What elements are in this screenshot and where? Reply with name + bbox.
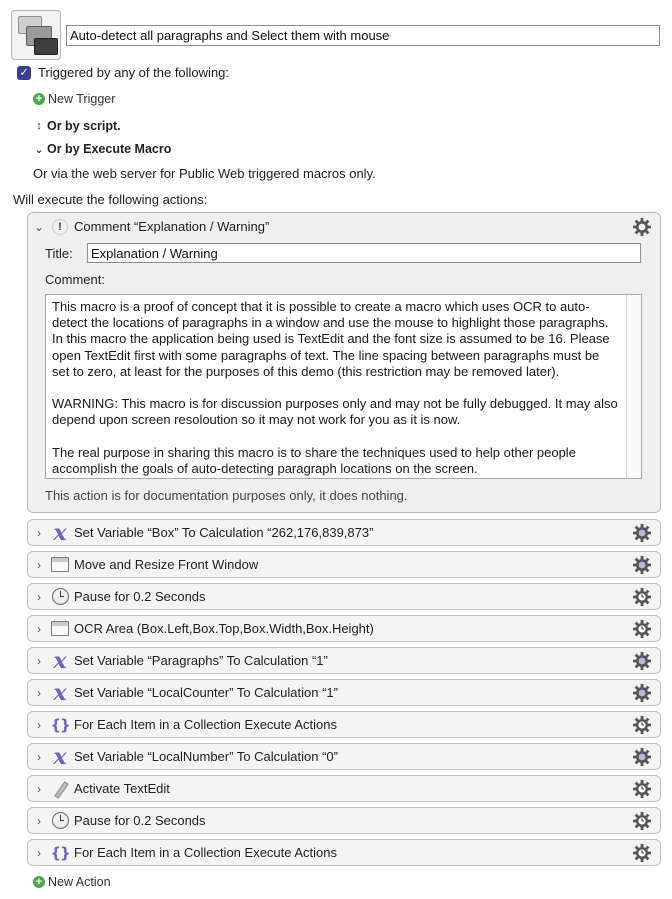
title-label: Title: — [45, 246, 73, 261]
comment-text: This macro is a proof of concept that it is possible to create a macro which uses OCR to auto-detect the locations of paragraphs in a window and use the mouse to highlight those paragraphs. In this macro the application being used is TextEdit and the font size is assumed to be 16. Please open TextEdit first with some paragraphs of text. The line spacing between paragraphs must be set to zero, at least for the purposes of this demo (this restriction may be removed later). WARNING: This macro is for discussion purposes only and may not be fully debugged. It may also depend upon screen resoloution so it may not work for you as it is now. The real purpose in sharing this macro is to share the techniques used to help other people accomplish the goals of auto-detecting paragraph locations on the screen. — [52, 299, 618, 477]
updown-chevron-icon: ↕ — [36, 120, 42, 132]
macro-icon[interactable] — [11, 10, 61, 60]
comment-label: Comment: — [45, 272, 105, 287]
add-icon: + — [33, 93, 45, 105]
action-title: Activate TextEdit — [74, 781, 170, 796]
gear-clock-icon[interactable] — [632, 843, 652, 863]
window-icon — [50, 619, 70, 639]
chevron-right-icon[interactable]: › — [37, 653, 41, 668]
triggers-label: Triggered by any of the following: — [38, 65, 230, 80]
action-row[interactable] — [27, 711, 661, 738]
actions-header: Will execute the following actions: — [13, 192, 208, 207]
action-title: For Each Item in a Collection Execute Actions — [74, 845, 338, 860]
add-icon: + — [33, 876, 45, 888]
action-row[interactable] — [27, 679, 661, 706]
variable-x-icon: x — [53, 679, 67, 706]
web-server-note: Or via the web server for Public Web triggered macros only. — [33, 166, 376, 181]
variable-x-icon: x — [53, 519, 67, 546]
action-title: Set Variable “LocalNumber” To Calculation “0” — [74, 749, 338, 764]
chevron-right-icon[interactable]: › — [37, 589, 41, 604]
action-title: Set Variable “LocalCounter” To Calculation “1” — [74, 685, 338, 700]
clock-icon — [50, 587, 70, 607]
action-row[interactable] — [27, 583, 661, 610]
chevron-down-icon[interactable]: ⌄ — [33, 219, 45, 234]
window-icon — [50, 555, 70, 575]
action-title: For Each Item in a Collection Execute Actions — [74, 717, 338, 732]
pen-icon — [50, 779, 70, 799]
new-action-label: New Action — [48, 875, 111, 889]
chevron-down-icon: ⌄ — [34, 143, 44, 156]
triggers-checkbox[interactable]: ✓ — [17, 66, 31, 80]
chevron-right-icon[interactable]: › — [37, 621, 41, 636]
comment-excl-icon: ! — [50, 217, 70, 237]
action-row[interactable] — [27, 615, 661, 642]
gear-clock-icon[interactable] — [632, 779, 652, 799]
gear-clock-icon[interactable] — [632, 587, 652, 607]
gear-icon[interactable] — [632, 523, 652, 543]
gear-icon[interactable] — [632, 683, 652, 703]
gear-icon[interactable] — [632, 555, 652, 575]
gear-clock-icon[interactable] — [632, 715, 652, 735]
comment-scrollbar[interactable] — [626, 295, 641, 478]
chevron-right-icon[interactable]: › — [37, 749, 41, 764]
or-by-script-toggle[interactable] — [33, 119, 121, 133]
or-by-script-label: Or by script. — [47, 119, 121, 133]
chevron-right-icon[interactable]: › — [37, 813, 41, 828]
action-row[interactable] — [27, 743, 661, 770]
action-title: Move and Resize Front Window — [74, 557, 259, 572]
chevron-right-icon[interactable]: › — [37, 557, 41, 572]
action-row[interactable] — [27, 647, 661, 674]
action-title: Set Variable “Paragraphs” To Calculation “1” — [74, 653, 328, 668]
action-row[interactable] — [27, 839, 661, 866]
comment-title-input[interactable]: Explanation / Warning — [87, 243, 641, 263]
gear-icon[interactable] — [632, 217, 652, 237]
macro-name-field[interactable]: Auto-detect all paragraphs and Select them with mouse — [66, 25, 660, 46]
chevron-right-icon[interactable]: › — [37, 781, 41, 796]
clock-icon — [50, 811, 70, 831]
chevron-right-icon[interactable]: › — [37, 685, 41, 700]
action-row[interactable] — [27, 807, 661, 834]
action-title: Pause for 0.2 Seconds — [74, 813, 206, 828]
chevron-right-icon[interactable]: › — [37, 845, 41, 860]
variable-x-icon: x — [53, 743, 67, 770]
action-row[interactable] — [27, 775, 661, 802]
window-front-shape — [34, 38, 58, 55]
gear-icon[interactable] — [632, 747, 652, 767]
comment-doc-note: This action is for documentation purposes only, it does nothing. — [45, 488, 408, 503]
comment-action-header[interactable] — [28, 213, 660, 240]
comment-action-title: Comment “Explanation / Warning” — [74, 219, 270, 234]
action-title: OCR Area (Box.Left,Box.Top,Box.Width,Box.Height) — [74, 621, 374, 636]
gear-clock-icon[interactable] — [632, 619, 652, 639]
trigger-enabled-row[interactable] — [17, 65, 229, 80]
chevron-right-icon[interactable]: › — [37, 717, 41, 732]
action-title: Set Variable “Box” To Calculation “262,176,839,873” — [74, 525, 374, 540]
variable-x-icon: x — [53, 647, 67, 674]
gear-icon[interactable] — [632, 651, 652, 671]
new-trigger-button[interactable] — [33, 92, 115, 106]
or-by-execute-macro-toggle[interactable] — [33, 142, 171, 156]
braces-icon: {} — [50, 715, 70, 734]
gear-clock-icon[interactable] — [632, 811, 652, 831]
action-title: Pause for 0.2 Seconds — [74, 589, 206, 604]
new-action-button[interactable] — [33, 875, 111, 889]
braces-icon: {} — [50, 843, 70, 862]
chevron-right-icon[interactable]: › — [37, 525, 41, 540]
action-row[interactable] — [27, 551, 661, 578]
new-trigger-label: New Trigger — [48, 92, 116, 106]
action-row[interactable] — [27, 519, 661, 546]
comment-textarea[interactable] — [45, 294, 642, 479]
or-by-execute-macro-label: Or by Execute Macro — [47, 142, 172, 156]
